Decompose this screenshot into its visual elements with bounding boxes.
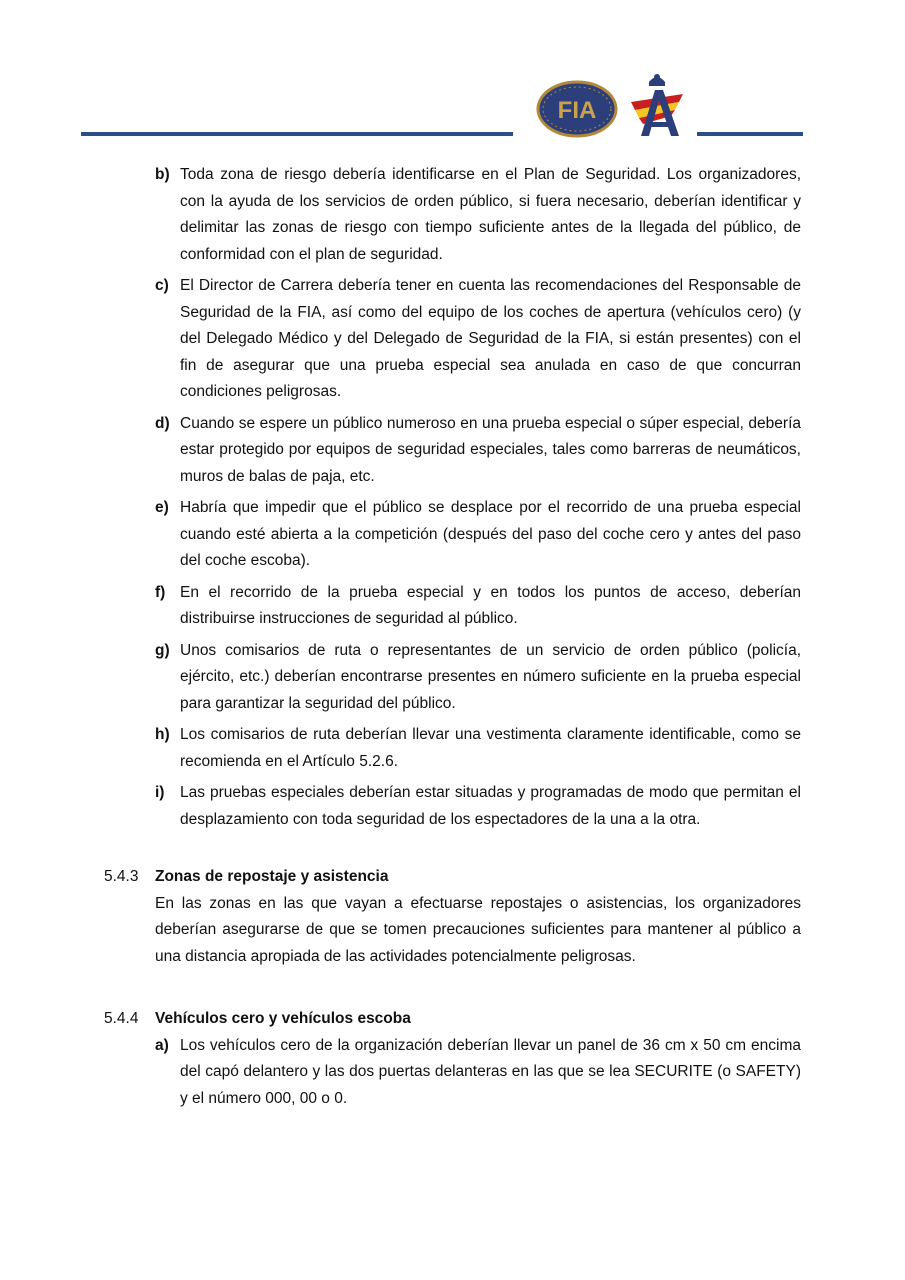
header-rule-right — [697, 132, 803, 136]
list-item-label: i) — [155, 784, 165, 801]
list-item-label: f) — [155, 583, 166, 601]
section-heading — [104, 1006, 801, 1033]
list-item-label: c) — [155, 277, 169, 294]
svg-text:FIA: FIA — [557, 97, 597, 124]
header-rule-left — [81, 132, 513, 136]
list-item-text: Habría que impedir que el público se desplace por el recorrido de una prueba especial cuando esté abierta a la competición (después del paso del coche cero y antes del paso del coche escoba). — [180, 499, 801, 569]
section-5-4-3 — [104, 864, 801, 970]
list-item-text: Las pruebas especiales deberían estar situadas y programadas de modo que permitan el desplazamiento con toda seguridad de los espectadores de la una a la otra. — [180, 784, 801, 828]
section-number: 5.4.3 — [104, 868, 139, 885]
list-item-text: Cuando se espere un público numeroso en una prueba especial o súper especial, debería estar protegido por equipos de seguridad especiales, tales como barreras de neumáticos, muros de balas de paja, etc. — [180, 414, 801, 485]
list-item — [155, 722, 801, 775]
fia-logo — [536, 80, 618, 138]
list-item-label: a) — [155, 1036, 169, 1054]
list-item-label: g) — [155, 641, 170, 659]
list-item — [155, 411, 801, 491]
list-item-text: Los vehículos cero de la organización deberían llevar un panel de 36 cm x 50 cm encima del capó delantero y las dos puertas delanteras en las que se lea SECURITE (o SAFETY) y el número 000, 00 o 0. — [180, 1036, 801, 1107]
list-item-text: En el recorrido de la prueba especial y en todos los puntos de acceso, deberían distribuirse instrucciones de seguridad al público. — [180, 583, 801, 627]
list-item-text: El Director de Carrera debería tener en cuenta las recomendaciones del Responsable de Seguridad de la FIA, así como del equipo de los coches de apertura (vehículos cero) (y del Delegado Médico y del Delegado de Seguridad de la FIA, si están presentes) con el fin de asegurar que una prueba especial sea anulada en caso de que concurran condiciones peligrosas. — [180, 277, 801, 400]
section-number: 5.4.4 — [104, 1010, 139, 1027]
list-item — [155, 780, 801, 833]
list-item — [155, 580, 801, 633]
list-item — [155, 273, 801, 406]
section-title: Zonas de repostaje y asistencia — [155, 868, 389, 885]
list-item-label: d) — [155, 414, 170, 432]
safety-measures-list — [155, 162, 801, 838]
list-item-label: e) — [155, 499, 169, 516]
section-body: En las zonas en las que vayan a efectuarse repostajes o asistencias, los organizadores deberían asegurarse de que se tomen precauciones suficientes para mantener al público a una distancia apropiada de las actividades potencialmente peligrosas. — [155, 894, 801, 965]
list-item-text: Unos comisarios de ruta o representantes de un servicio de orden público (policía, ejército, etc.) deberían encontrarse presentes en número suficiente en la prueba especial para garantizar la seguridad del público. — [180, 641, 801, 712]
list-item — [155, 638, 801, 718]
list-item — [155, 1033, 801, 1113]
list-item — [155, 495, 801, 575]
list-item — [155, 162, 801, 268]
rfeda-logo — [625, 72, 689, 138]
section-heading — [104, 864, 801, 891]
list-item-label: b) — [155, 166, 170, 183]
list-item-text: Toda zona de riesgo debería identificarse en el Plan de Seguridad. Los organizadores, con la ayuda de los servicios de orden público, si fuera necesario, deberían identificar y delimitar las zonas de riesgo con tiempo suficiente antes de la llegada del público, de conformidad con el plan de seguridad. — [180, 166, 801, 263]
section-title: Vehículos cero y vehículos escoba — [155, 1010, 411, 1027]
list-item-label: h) — [155, 726, 170, 743]
list-item-text: Los comisarios de ruta deberían llevar una vestimenta claramente identificable, como se recomienda en el Artículo 5.2.6. — [180, 726, 801, 770]
section-5-4-4 — [104, 1006, 801, 1112]
